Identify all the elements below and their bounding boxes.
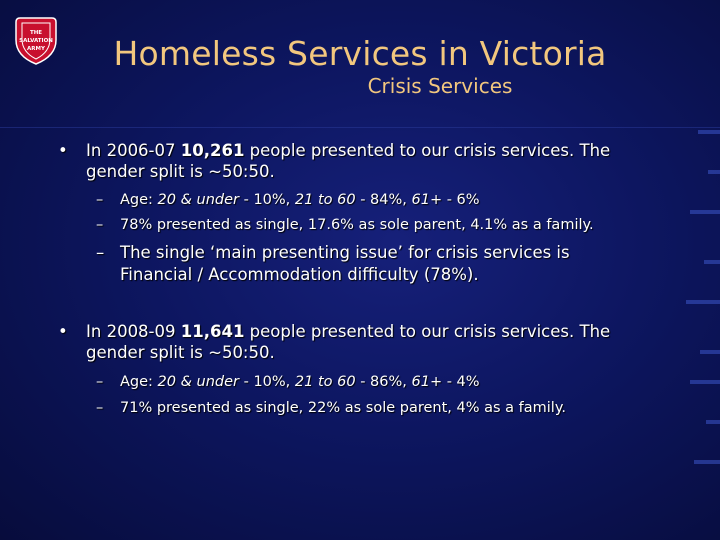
dash-marker: – — [96, 243, 105, 262]
bullet-2008-09 — [58, 321, 686, 363]
dash-marker: – — [96, 192, 104, 208]
age-group: 61+ — [411, 374, 443, 390]
bullet-count: 10,261 — [180, 141, 245, 160]
bullet-text-pre: In 2006-07 — [86, 141, 181, 160]
svg-text:SALVATION: SALVATION — [19, 38, 53, 44]
bullet-marker: • — [58, 322, 68, 341]
bullet-2006-07 — [58, 140, 686, 182]
sub-bullet-household-2006 — [96, 215, 680, 236]
sub-bullet-age-2006 — [96, 190, 680, 211]
age-group: 61+ — [411, 192, 443, 208]
age-value: - 4% — [442, 374, 480, 390]
age-group: 21 to 60 — [294, 192, 356, 208]
title-divider — [0, 127, 720, 128]
age-value: - 10%, — [239, 374, 295, 390]
slide-subtitle: Crisis Services — [367, 74, 513, 98]
slide-title: Homeless Services in Victoria — [113, 34, 607, 73]
svg-text:ARMY: ARMY — [27, 46, 45, 52]
age-value: - 6% — [442, 192, 480, 208]
sub-bullet-text-line2: Financial / Accommodation difficulty (78%). — [120, 265, 479, 284]
bullet-text-post: people presented to our crisis services. The — [244, 322, 611, 341]
sub-bullet-household-2008 — [96, 398, 680, 419]
age-group: 20 & under — [157, 374, 239, 390]
age-value: - 84%, — [355, 192, 412, 208]
sub-bullet-issue-2006 — [96, 242, 680, 286]
age-label: Age: — [120, 192, 158, 208]
dash-marker: – — [96, 400, 104, 416]
svg-text:THE: THE — [29, 30, 43, 36]
bullet-count: 11,641 — [180, 322, 245, 341]
bullet-marker: • — [58, 141, 68, 160]
age-group: 20 & under — [157, 192, 239, 208]
age-value: - 10%, — [239, 192, 295, 208]
dash-marker: – — [96, 374, 104, 390]
bullet-text-line2: gender split is ~50:50. — [86, 162, 275, 181]
age-label: Age: — [120, 374, 158, 390]
sub-bullet-age-2008 — [96, 372, 680, 393]
age-group: 21 to 60 — [294, 374, 356, 390]
bullet-text-pre: In 2008-09 — [86, 322, 181, 341]
bullet-text-post: people presented to our crisis services. The — [244, 141, 611, 160]
dash-marker: – — [96, 217, 104, 233]
bullet-text-line2: gender split is ~50:50. — [86, 343, 275, 362]
age-value: - 86%, — [355, 374, 412, 390]
sub-bullet-text: The single ‘main presenting issue’ for crisis services is — [120, 243, 570, 262]
sub-bullet-text: 71% presented as single, 22% as sole parent, 4% as a family. — [120, 400, 566, 416]
sub-bullet-text: 78% presented as single, 17.6% as sole parent, 4.1% as a family. — [120, 217, 594, 233]
